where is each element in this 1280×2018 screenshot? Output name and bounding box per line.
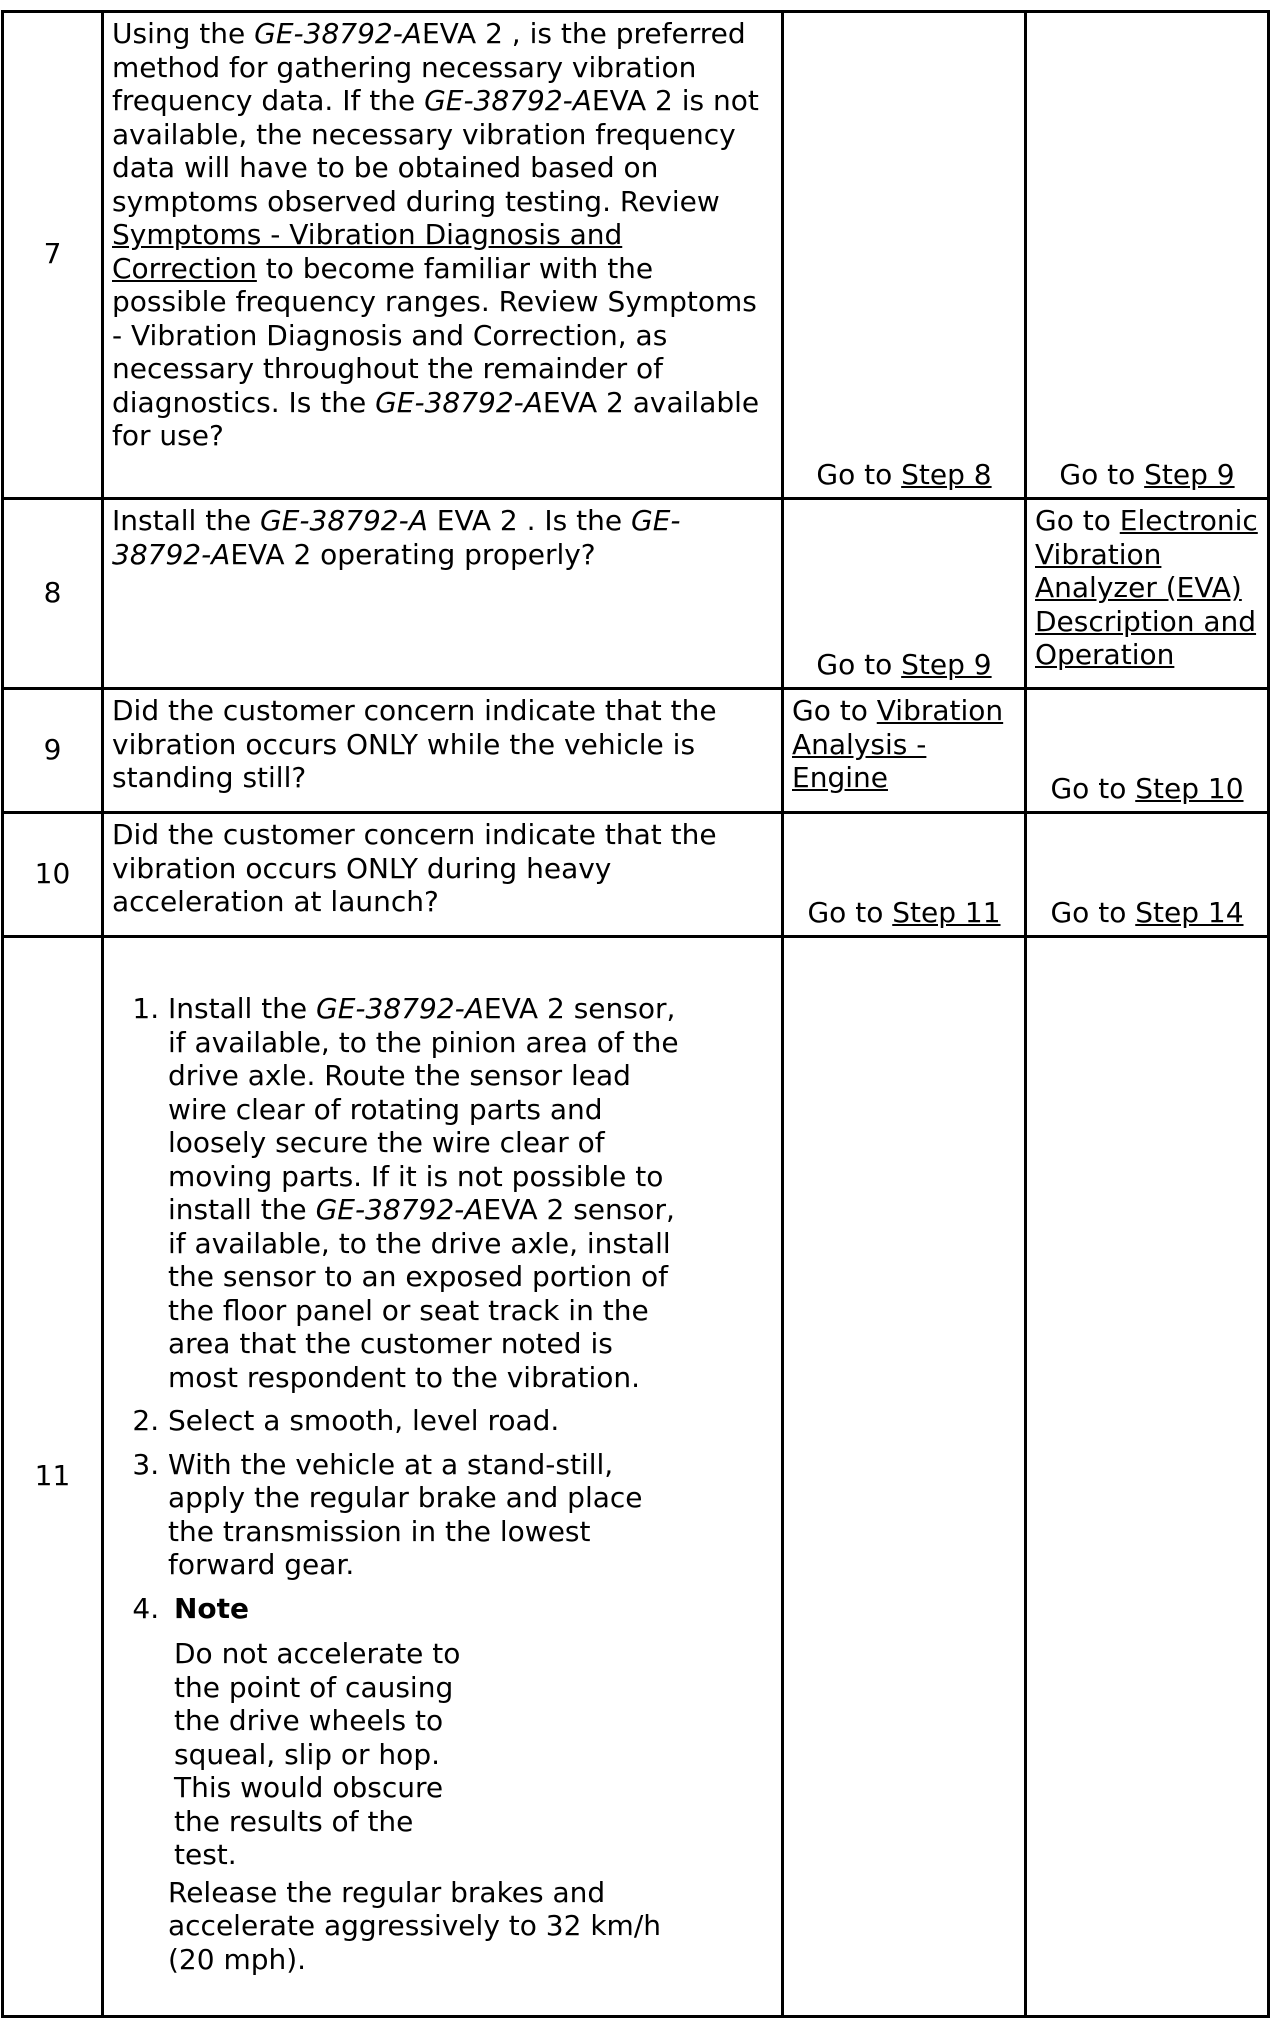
step-action: Using the GE-38792-AEVA 2 , is the preferred method for gathering necessary vibration frequency data. If the GE-38792-AEVA 2 is not available, the necessary vibration frequency data will have to be obtained based on symptoms observed during testing. Review Symptoms - Vibration Diagnosis and Correction to become familiar with the possible frequency ranges. Review Symptoms - Vibration Diagnosis and Correction, as necessary throughout the remainder of diagnostics. Is the GE-38792-AEVA 2 available for use? xyxy=(103,12,783,499)
symptoms-link[interactable]: Symptoms - Vibration Diagnosis and Correction xyxy=(112,218,623,285)
substep-2: 2. Select a smooth, level road. xyxy=(168,1404,773,1438)
no-cell: Go to Electronic Vibration Analyzer (EVA) Description and Operation xyxy=(1026,499,1269,689)
step-action: Did the customer concern indicate that the vibration occurs ONLY while the vehicle is standing still? xyxy=(103,689,783,813)
yes-cell xyxy=(783,937,1026,2017)
go-to-step-14-link[interactable]: Step 14 xyxy=(1135,895,1244,929)
substep-3: 3. With the vehicle at a stand-still, apply the regular brake and place the transmission in the lowest forward gear. xyxy=(168,1448,773,1582)
step-number: 9 xyxy=(3,689,103,813)
no-cell: Go to Step 10 xyxy=(1026,689,1269,813)
diagnostic-table xyxy=(1,10,1270,2018)
table-row xyxy=(3,499,1269,689)
yes-cell: Go to Step 8 xyxy=(783,12,1026,499)
substep-4 xyxy=(168,1592,773,1977)
step-number: 11 xyxy=(3,937,103,2017)
no-cell xyxy=(1026,937,1269,2017)
go-to-step-9-link[interactable]: Step 9 xyxy=(901,647,992,681)
no-cell: Go to Step 9 xyxy=(1026,12,1269,499)
step-action xyxy=(103,937,783,2017)
table-row xyxy=(3,937,1269,2017)
yes-cell: Go to Vibration Analysis - Engine xyxy=(783,689,1026,813)
step-number: 8 xyxy=(3,499,103,689)
table-row xyxy=(3,689,1269,813)
note-box xyxy=(174,1592,474,1872)
step-number: 7 xyxy=(3,12,103,499)
eva-description-link[interactable]: Electronic Vibration Analyzer (EVA) Description and Operation xyxy=(1035,504,1258,671)
go-to-step-10-link[interactable]: Step 10 xyxy=(1135,771,1244,805)
step-number: 10 xyxy=(3,813,103,937)
substep-4-text: Release the regular brakes and accelerate aggressively to 32 km/h (20 mph). xyxy=(168,1875,661,1976)
table-row xyxy=(3,813,1269,937)
note-title: 4. Note xyxy=(174,1591,250,1625)
go-to-step-9-link[interactable]: Step 9 xyxy=(1144,457,1235,491)
step-action: Install the GE-38792-A EVA 2 . Is the GE-38792-AEVA 2 operating properly? xyxy=(103,499,783,689)
vibration-analysis-engine-link[interactable]: Vibration Analysis - Engine xyxy=(792,694,1004,794)
yes-cell: Go to Step 11 xyxy=(783,813,1026,937)
substep-list xyxy=(112,992,773,1976)
yes-cell: Go to Step 9 xyxy=(783,499,1026,689)
go-to-step-11-link[interactable]: Step 11 xyxy=(892,895,1001,929)
table-row xyxy=(3,12,1269,499)
step-action: Did the customer concern indicate that the vibration occurs ONLY during heavy acceleration at launch? xyxy=(103,813,783,937)
go-to-step-8-link[interactable]: Step 8 xyxy=(901,457,992,491)
note-text: Do not accelerate to the point of causing the drive wheels to squeal, slip or hop. This would obscure the results of the test. xyxy=(174,1637,461,1871)
substep-1: 1. Install the GE-38792-AEVA 2 sensor, if available, to the pinion area of the drive axle. Route the sensor lead wire clear of rotating parts and loosely secure the wire clear of moving parts. If it is not possible to install the GE-38792-AEVA 2 sensor, if available, to the drive axle, install the sensor to an exposed portion of the floor panel or seat track in the area that the customer noted is most respondent to the vibration. xyxy=(168,992,773,1394)
no-cell: Go to Step 14 xyxy=(1026,813,1269,937)
